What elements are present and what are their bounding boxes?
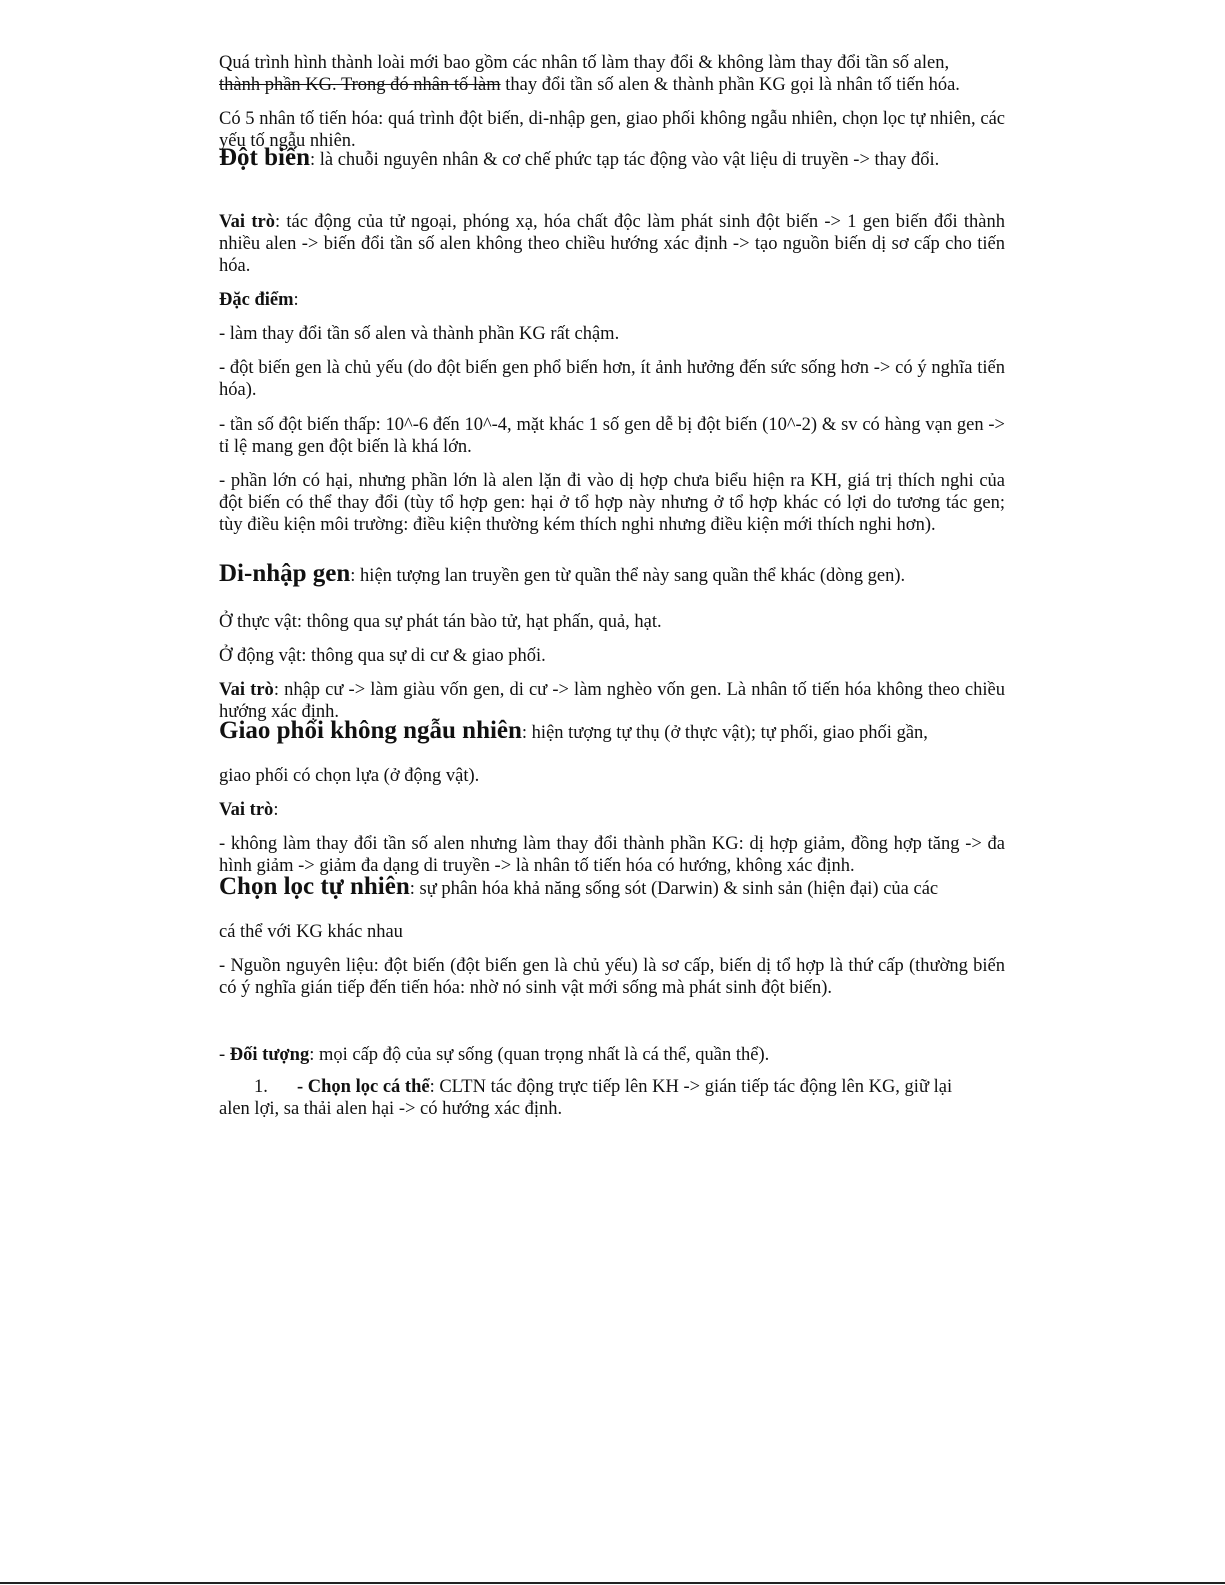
- list-item: - làm thay đổi tần số alen và thành phần KG rất chậm.: [219, 324, 620, 344]
- role-colon: :: [273, 800, 279, 820]
- individual-selection-text: : CLTN tác động trực tiếp lên KH -> gián tiếp tác động lên KG, giữ lại: [429, 1077, 953, 1097]
- animal-paragraph: Ở động vật: thông qua sự di cư & giao phối.: [219, 646, 546, 666]
- list-item: - không làm thay đổi tần số alen nhưng làm thay đổi thành phần KG: dị hợp giảm, đồng hợp tăng -> đa hình giảm -> giảm đa dạng di truyền -> là nhân tố tiến hóa có hướng, không xác định.: [219, 834, 1005, 876]
- numbered-item: [219, 1076, 1005, 1120]
- intro-line: Quá trình hình thành loài mới bao gồm các nhân tố làm thay đổi & không làm thay đổi tần số alen,: [219, 53, 950, 73]
- plant-paragraph: Ở thực vật: thông qua sự phát tán bào tử, hạt phấn, quả, hạt.: [219, 612, 662, 632]
- intro-paragraph: [219, 52, 1005, 96]
- dot-bien-heading: Đột biến: [219, 144, 310, 171]
- target-prefix: -: [219, 1045, 230, 1065]
- chon-loc-heading: Chọn lọc tự nhiên: [219, 873, 410, 900]
- individual-selection-label: - Chọn lọc cá thể: [297, 1077, 430, 1097]
- role-text: : tác động của tử ngoại, phóng xạ, hóa chất độc làm phát sinh đột biến -> 1 gen biến đổi thành nhiều alen -> biến đổi tần số alen không theo chiều hướng xác định -> tạo nguồn biến dị sơ cấp cho tiến hóa.: [219, 212, 1005, 276]
- factors-paragraph: Có 5 nhân tố tiến hóa: quá trình đột biến, di-nhập gen, giao phối không ngẫu nhiên, chọn lọc tự nhiên, các yếu tố ngẫu nhiên.: [219, 109, 1005, 151]
- dac-diem-heading: [219, 289, 1005, 311]
- giao-phoi-continuation: giao phối có chọn lựa (ở động vật).: [219, 766, 480, 786]
- target-text: : mọi cấp độ của sự sống (quan trọng nhất là cá thể, quần thể).: [309, 1045, 770, 1065]
- list-number: 1.: [254, 1077, 268, 1097]
- dac-diem-label: Đặc điểm: [219, 290, 294, 310]
- material-source-paragraph: - Nguồn nguyên liệu: đột biến (đột biến gen là chủ yếu) là sơ cấp, biến dị tổ hợp là thứ cấp (thường biến có ý nghĩa gián tiếp đến tiến hóa: nhờ nó sinh vật mới sống mà phát sinh đột biến).: [219, 956, 1005, 998]
- target-paragraph: [219, 1044, 1005, 1066]
- di-nhap-section: [219, 560, 1005, 587]
- chon-loc-continuation: cá thể với KG khác nhau: [219, 922, 403, 942]
- giao-phoi-definition: : hiện tượng tự thụ (ở thực vật); tự phối, giao phối gần,: [521, 723, 928, 743]
- chon-loc-definition: : sự phân hóa khả năng sống sót (Darwin) & sinh sản (hiện đại) của các: [409, 879, 939, 899]
- struck-text: thành phần KG. Trong đó nhân tố làm: [219, 75, 501, 95]
- list-item: - đột biến gen là chủ yếu (do đột biến gen phổ biến hơn, ít ảnh hưởng đến sức sống hơn -> có ý nghĩa tiến hóa).: [219, 358, 1005, 400]
- target-label: Đối tượng: [229, 1045, 310, 1065]
- intro-rest: thay đổi tần số alen & thành phần KG gọi là nhân tố tiến hóa.: [500, 75, 960, 95]
- dot-bien-role: [219, 211, 1005, 277]
- chon-loc-section: [219, 873, 1005, 900]
- giao-phoi-section: [219, 717, 1005, 744]
- dot-bien-definition: : là chuỗi nguyên nhân & cơ chế phức tạp tác động vào vật liệu di truyền -> thay đổi.: [309, 150, 940, 170]
- page-bottom-border: [0, 1582, 1225, 1584]
- list-item: - phần lớn có hại, nhưng phần lớn là alen lặn đi vào dị hợp chưa biểu hiện ra KH, giá trị thích nghi của đột biến có thể thay đổi (tùy tổ hợp gen: hại ở tổ hợp này nhưng ở tổ hợp khác có lợi do tương tác gen; tùy điều kiện môi trường: điều kiện thường kém thích nghi nhưng điều kiện mới thích nghi hơn).: [219, 471, 1005, 535]
- giao-phoi-role-heading: [219, 799, 1005, 821]
- role-label: Vai trò: [219, 800, 274, 820]
- list-item: - tần số đột biến thấp: 10^-6 đến 10^-4, mặt khác 1 số gen dễ bị đột biến (10^-2) & sv có hàng vạn gen -> tỉ lệ mang gen đột biến là khá lớn.: [219, 415, 1005, 457]
- di-nhap-definition: : hiện tượng lan truyền gen từ quần thể này sang quần thể khác (dòng gen).: [350, 566, 906, 586]
- role-label: Vai trò: [219, 212, 275, 232]
- role-label: Vai trò: [219, 680, 274, 700]
- di-nhap-heading: Di-nhập gen: [219, 560, 351, 587]
- individual-selection-continuation: alen lợi, sa thải alen hại -> có hướng xác định.: [219, 1099, 563, 1119]
- dac-diem-colon: :: [293, 290, 299, 310]
- giao-phoi-heading: Giao phối không ngẫu nhiên: [219, 717, 522, 744]
- dot-bien-section: [219, 144, 1005, 171]
- role-text: : nhập cư -> làm giàu vốn gen, di cư -> làm nghèo vốn gen. Là nhân tố tiến hóa không theo chiều hướng xác định.: [219, 680, 1005, 722]
